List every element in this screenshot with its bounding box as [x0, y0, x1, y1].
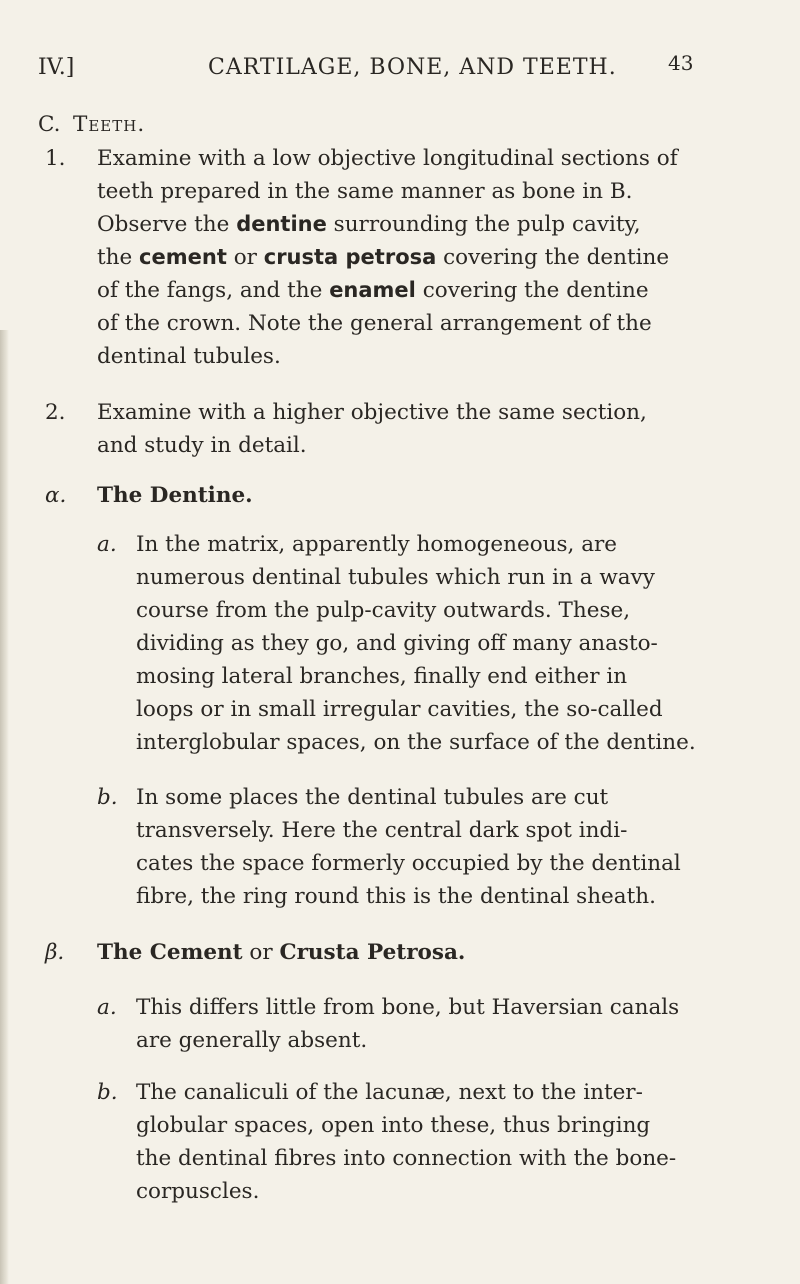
alpha-a-line: loops or in small irregular cavities, the so-called: [136, 697, 663, 722]
beta-b-line: The canaliculi of the lacunæ, next to the inter-: [136, 1080, 643, 1105]
page-number: 43: [668, 51, 694, 75]
beta-a-line: This differs little from bone, but Haversian canals: [136, 995, 680, 1020]
section-title: Teeth.: [73, 112, 146, 137]
item-1-marker: 1.: [45, 146, 66, 171]
item-2-line: and study in detail.: [97, 433, 307, 458]
item-1-line: teeth prepared in the same manner as bone in B.: [97, 179, 633, 204]
item-1-line: of the crown. Note the general arrangement of the: [97, 311, 652, 336]
subsection-beta-marker: β.: [45, 940, 65, 965]
alpha-a-line: interglobular spaces, on the surface of the dentine.: [136, 730, 696, 755]
beta-b-line: globular spaces, open into these, thus bringing: [136, 1113, 651, 1138]
alpha-a-line: course from the pulp-cavity outwards. These,: [136, 598, 631, 623]
beta-a-marker: a.: [97, 995, 117, 1020]
item-2-marker: 2.: [45, 400, 66, 425]
beta-b-marker: b.: [97, 1080, 118, 1105]
subsection-alpha-heading: The Dentine.: [97, 483, 253, 508]
term-cement: cement: [139, 245, 227, 269]
page-gutter-shadow: [0, 330, 9, 1284]
item-2-line: Examine with a higher objective the same section,: [97, 400, 647, 425]
beta-a-line: are generally absent.: [136, 1028, 368, 1053]
item-1-line: the cement or crusta petrosa covering the dentine: [97, 245, 670, 270]
alpha-b-line: cates the space formerly occupied by the dentinal: [136, 851, 681, 876]
term-enamel: enamel: [329, 278, 416, 302]
alpha-a-line: In the matrix, apparently homogeneous, are: [136, 532, 618, 557]
beta-b-line: the dentinal fibres into connection with the bone-: [136, 1146, 677, 1171]
item-1-line: Examine with a low objective longitudinal sections of: [97, 146, 678, 171]
item-1-line: dentinal tubules.: [97, 344, 281, 369]
running-header: [0, 51, 800, 85]
item-1-line: of the fangs, and the enamel covering the dentine: [97, 278, 649, 303]
beta-b-line: corpuscles.: [136, 1179, 260, 1204]
subsection-alpha-marker: α.: [45, 483, 67, 508]
alpha-b-line: fibre, the ring round this is the dentinal sheath.: [136, 884, 656, 909]
alpha-b-line: transversely. Here the central dark spot indi-: [136, 818, 628, 843]
alpha-a-line: numerous dentinal tubules which run in a wavy: [136, 565, 655, 590]
alpha-a-marker: a.: [97, 532, 117, 557]
item-1-line: Observe the dentine surrounding the pulp cavity,: [97, 212, 641, 237]
subsection-beta-heading: The Cement or Crusta Petrosa.: [97, 940, 466, 965]
section-marker: C.: [38, 112, 61, 137]
term-crusta-petrosa: crusta petrosa: [263, 245, 437, 269]
term-dentine: dentine: [236, 212, 327, 236]
alpha-a-line: mosing lateral branches, finally end either in: [136, 664, 628, 689]
chapter-number: IV.]: [38, 55, 75, 80]
alpha-b-line: In some places the dentinal tubules are cut: [136, 785, 609, 810]
running-title: CARTILAGE, BONE, AND TEETH.: [208, 55, 617, 80]
alpha-a-line: dividing as they go, and giving off many anasto-: [136, 631, 658, 656]
alpha-b-marker: b.: [97, 785, 118, 810]
